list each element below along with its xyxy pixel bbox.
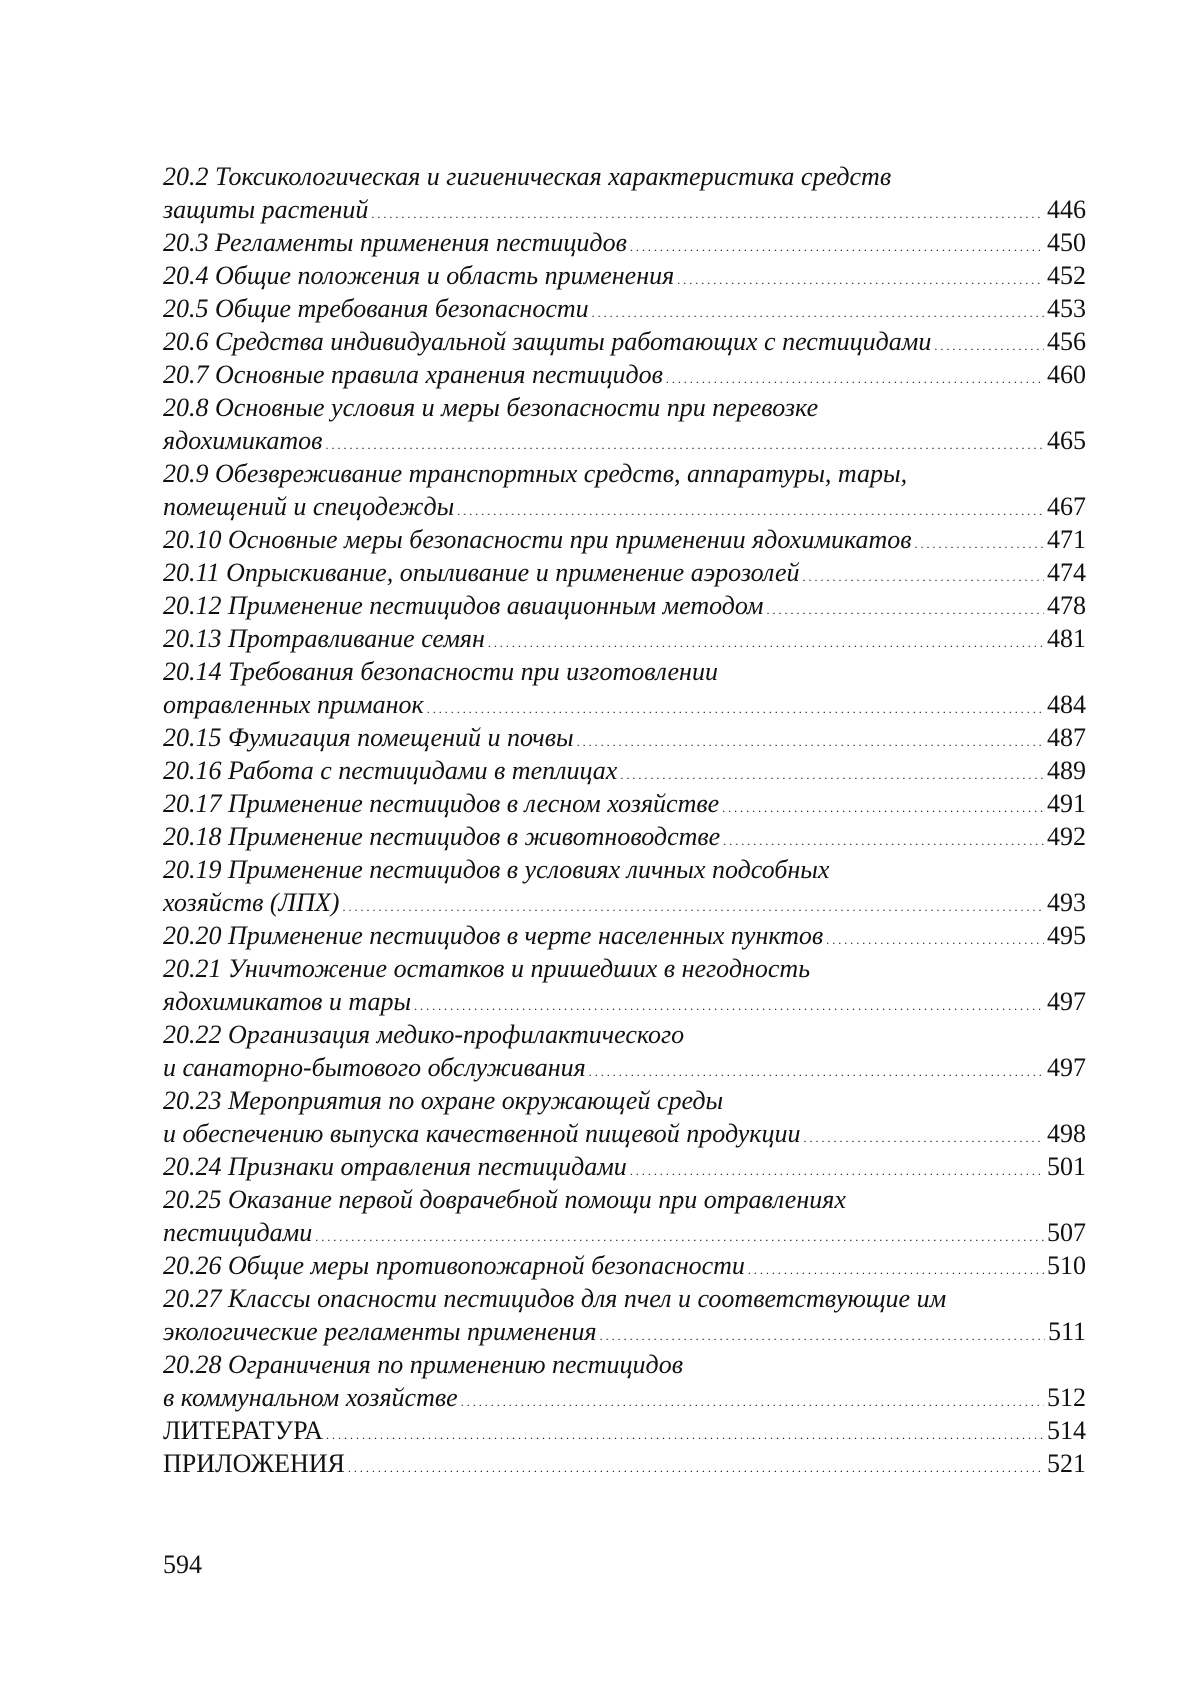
toc-page-number: 456: [1047, 327, 1086, 356]
toc-entry: [163, 259, 1086, 292]
toc-page-number: 497: [1047, 1053, 1086, 1082]
toc-entry-title: защиты растений: [163, 195, 369, 224]
toc-entry-title: 20.9 Обезвреживание транспортных средств, аппаратуры, тары,: [163, 459, 908, 488]
toc-line: [163, 1414, 1086, 1447]
toc-entry-title: 20.8 Основные условия и меры безопасности при перевозке: [163, 393, 819, 422]
toc-entry-title: помещений и спецодежды: [163, 492, 455, 521]
toc-entry-title: 20.18 Применение пестицидов в животноводстве: [163, 822, 721, 851]
toc-entry-title: 20.26 Общие меры противопожарной безопасности: [163, 1251, 745, 1280]
toc-line: [163, 985, 1086, 1018]
toc-page-number: 498: [1047, 1119, 1086, 1148]
toc-page-number: 467: [1047, 492, 1086, 521]
toc-page-number: 492: [1047, 822, 1086, 851]
toc-entry-title: 20.16 Работа с пестицидами в теплицах: [163, 756, 618, 785]
toc-page-number: 487: [1047, 723, 1086, 752]
toc-entry: [163, 1084, 1086, 1150]
dot-leader: [826, 919, 1044, 957]
toc-line: [163, 1315, 1086, 1348]
toc-entry-title: ядохимикатов и тары: [163, 987, 412, 1016]
toc-entry-title: 20.22 Организация медико-профилактического: [163, 1020, 685, 1049]
toc-entry-title: 20.10 Основные меры безопасности при применении ядохимикатов: [163, 525, 912, 554]
toc-line: [163, 490, 1086, 523]
toc-entry-title: 20.19 Применение пестицидов в условиях личных подсобных: [163, 855, 830, 884]
toc-line: [163, 820, 1086, 853]
toc-entry-title: в коммунальном хозяйстве: [163, 1383, 458, 1412]
toc-page-number: 460: [1047, 360, 1086, 389]
toc-line: [163, 358, 1086, 391]
toc-entry-title: 20.4 Общие положения и область применения: [163, 261, 675, 290]
table-of-contents: [163, 160, 1086, 1480]
toc-entry: [163, 1249, 1086, 1282]
toc-entry: [163, 358, 1086, 391]
toc-entry: [163, 622, 1086, 655]
page-number: 594: [163, 1550, 202, 1579]
toc-line: [163, 325, 1086, 358]
toc-entry-title: ядохимикатов: [163, 426, 323, 455]
toc-entry-title: 20.3 Регламенты применения пестицидов: [163, 228, 627, 257]
toc-entry: [163, 1414, 1086, 1447]
toc-entry-title: пестицидами: [163, 1218, 313, 1247]
toc-entry: [163, 292, 1086, 325]
toc-entry-title: и обеспечению выпуска качественной пищевой продукции: [163, 1119, 801, 1148]
toc-entry-title: 20.15 Фумигация помещений и почвы: [163, 723, 574, 752]
toc-line: [163, 1447, 1086, 1480]
toc-line: [163, 1216, 1086, 1249]
toc-entry: [163, 787, 1086, 820]
toc-entry: [163, 1447, 1086, 1480]
toc-entry: [163, 325, 1086, 358]
toc-line: [163, 259, 1086, 292]
toc-line: [163, 1051, 1086, 1084]
toc-entry-title: 20.21 Уничтожение остатков и пришедших в негодность: [163, 954, 811, 983]
toc-entry-title: 20.2 Токсикологическая и гигиеническая характеристика средств: [163, 162, 892, 191]
toc-entry: [163, 1018, 1086, 1084]
toc-entry: [163, 1150, 1086, 1183]
toc-page-number: 450: [1047, 228, 1086, 257]
toc-entry-title: 20.23 Мероприятия по охране окружающей среды: [163, 1086, 724, 1115]
toc-entry-title: 20.14 Требования безопасности при изготовлении: [163, 657, 718, 686]
toc-line: [163, 292, 1086, 325]
toc-entry: [163, 226, 1086, 259]
toc-entry-title: 20.7 Основные правила хранения пестицидов: [163, 360, 663, 389]
toc-entry-title: и санаторно-бытового обслуживания: [163, 1053, 586, 1082]
toc-line: [163, 1117, 1086, 1150]
toc-entry: [163, 457, 1086, 523]
toc-page-number: 507: [1047, 1218, 1086, 1247]
toc-page-number: 514: [1047, 1416, 1086, 1445]
toc-line: [163, 754, 1086, 787]
toc-entry: [163, 721, 1086, 754]
toc-entry: [163, 391, 1086, 457]
toc-entry: [163, 160, 1086, 226]
toc-line: [163, 556, 1086, 589]
toc-entry: [163, 820, 1086, 853]
toc-line: [163, 226, 1086, 259]
toc-entry: [163, 556, 1086, 589]
toc-entry-title: экологические регламенты применения: [163, 1317, 597, 1346]
toc-entry: [163, 952, 1086, 1018]
toc-page-number: 512: [1047, 1383, 1086, 1412]
toc-entry-title: 20.24 Признаки отравления пестицидами: [163, 1152, 627, 1181]
toc-line: [163, 721, 1086, 754]
toc-entry-title: 20.13 Протравливание семян: [163, 624, 485, 653]
toc-line: [163, 787, 1086, 820]
toc-page-number: 478: [1047, 591, 1086, 620]
toc-entry: [163, 589, 1086, 622]
toc-entry-title: 20.11 Опрыскивание, опыливание и применение аэрозолей: [163, 558, 800, 587]
toc-line: [163, 424, 1086, 457]
toc-page-number: 484: [1047, 690, 1086, 719]
toc-page-number: 446: [1047, 195, 1086, 224]
toc-page-number: 501: [1047, 1152, 1086, 1181]
toc-entry: [163, 919, 1086, 952]
toc-entry: [163, 853, 1086, 919]
toc-entry: [163, 523, 1086, 556]
toc-line: [163, 1381, 1086, 1414]
toc-page-number: 497: [1047, 987, 1086, 1016]
toc-entry: [163, 754, 1086, 787]
toc-entry: [163, 1183, 1086, 1249]
toc-page-number: 511: [1047, 1317, 1086, 1346]
dot-leader: [348, 1447, 1044, 1485]
toc-page-number: 510: [1047, 1251, 1086, 1280]
toc-entry-title: 20.28 Ограничения по применению пестицидов: [163, 1350, 683, 1379]
toc-page-number: 493: [1047, 888, 1086, 917]
toc-page-number: 495: [1047, 921, 1086, 950]
toc-page-number: 465: [1047, 426, 1086, 455]
toc-line: [163, 160, 1086, 193]
toc-entry: [163, 1282, 1086, 1348]
toc-line: [163, 622, 1086, 655]
toc-entry-title: 20.17 Применение пестицидов в лесном хозяйстве: [163, 789, 720, 818]
toc-entry-title: 20.27 Классы опасности пестицидов для пчел и соответствующие им: [163, 1284, 947, 1313]
toc-line: [163, 589, 1086, 622]
toc-page-number: 489: [1047, 756, 1086, 785]
toc-page-number: 453: [1047, 294, 1086, 323]
toc-entry-title: хозяйств (ЛПХ): [163, 888, 340, 917]
toc-line: [163, 688, 1086, 721]
toc-line: [163, 886, 1086, 919]
toc-entry-title: 20.5 Общие требования безопасности: [163, 294, 589, 323]
toc-entry-title: ЛИТЕРАТУРА: [163, 1416, 323, 1445]
toc-page-number: 481: [1047, 624, 1086, 653]
toc-page-number: 521: [1047, 1449, 1086, 1478]
toc-line: [163, 1249, 1086, 1282]
toc-entry-title: 20.20 Применение пестицидов в черте населенных пунктов: [163, 921, 824, 950]
toc-entry: [163, 1348, 1086, 1414]
toc-page-number: 452: [1047, 261, 1086, 290]
toc-page-number: 471: [1047, 525, 1086, 554]
toc-entry-title: отравленных приманок: [163, 690, 424, 719]
toc-page-number: 474: [1047, 558, 1086, 587]
toc-page-number: 491: [1047, 789, 1086, 818]
toc-entry-title: 20.12 Применение пестицидов авиационным методом: [163, 591, 764, 620]
toc-entry: [163, 655, 1086, 721]
toc-line: [163, 1150, 1086, 1183]
toc-line: [163, 919, 1086, 952]
toc-entry-title: 20.25 Оказание первой доврачебной помощи при отравлениях: [163, 1185, 846, 1214]
toc-entry-title: 20.6 Средства индивидуальной защиты работающих с пестицидами: [163, 327, 932, 356]
toc-line: [163, 193, 1086, 226]
toc-line: [163, 523, 1086, 556]
toc-entry-title: ПРИЛОЖЕНИЯ: [163, 1449, 345, 1478]
